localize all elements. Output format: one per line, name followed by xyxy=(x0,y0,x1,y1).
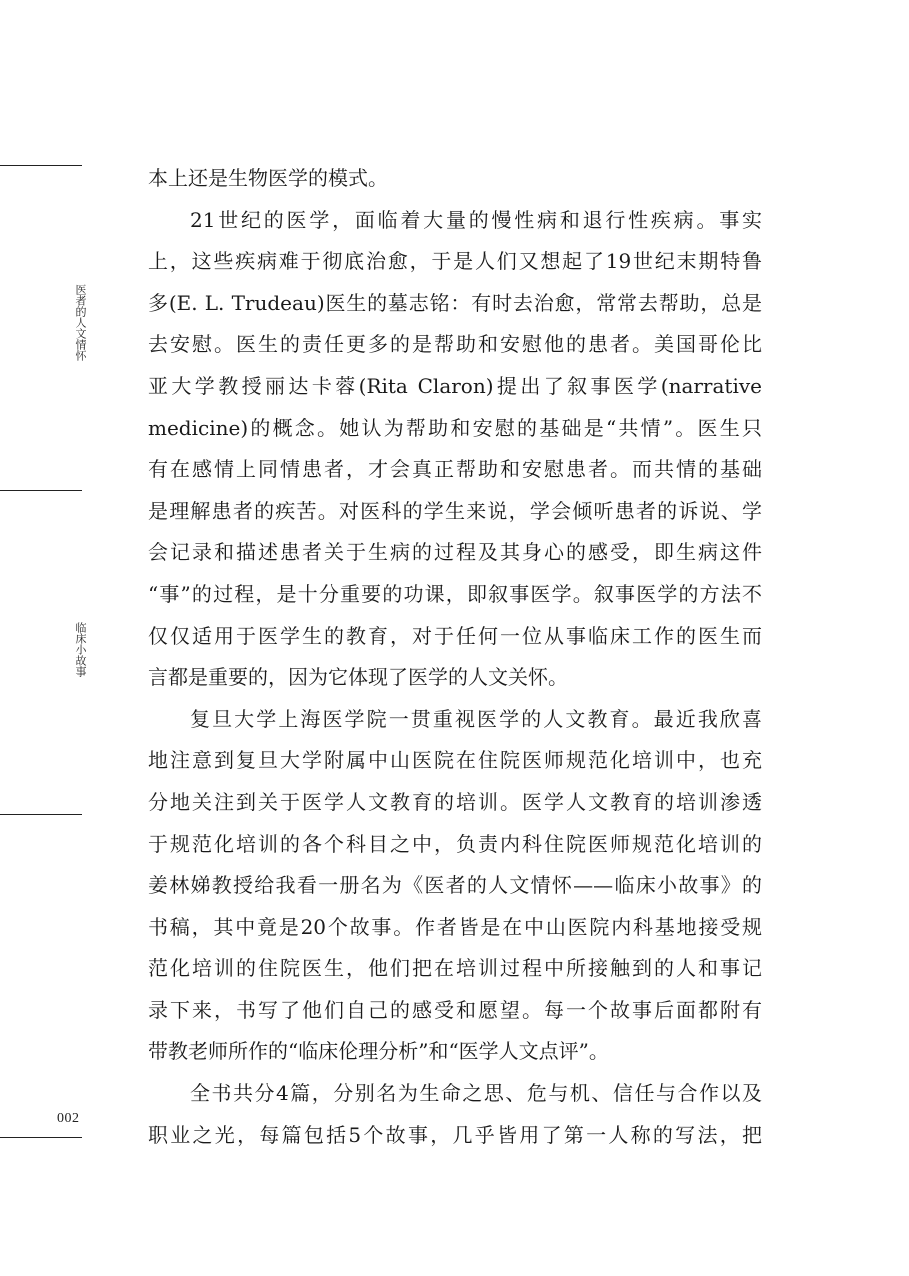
margin-rule-2 xyxy=(0,490,82,491)
text-line: “事”的过程，是十分重要的功课，即叙事医学。叙事医学的方法不 xyxy=(148,581,762,606)
text-line: 于规范化培训的各个科目之中，负责内科住院医师规范化培训的 xyxy=(148,831,762,856)
margin-rule-1 xyxy=(0,165,82,166)
text-line: 职业之光，每篇包括5个故事，几乎皆用了第一人称的写法，把 xyxy=(148,1122,762,1147)
text-line: 复旦大学上海医学院一贯重视医学的人文教育。最近我欣喜 xyxy=(190,706,762,731)
text-line: 亚大学教授丽达卡蓉(Rita Claron)提出了叙事医学(narrative xyxy=(148,373,762,398)
text-line: 上，这些疾病难于彻底治愈，于是人们又想起了19世纪末期特鲁 xyxy=(148,249,762,274)
text-line: 姜林娣教授给我看一册名为《医者的人文情怀——临床小故事》的 xyxy=(148,873,762,898)
page-number: 002 xyxy=(57,1111,80,1126)
text-line: 录下来，书写了他们自己的感受和愿望。每一个故事后面都附有 xyxy=(148,997,762,1022)
text-line: 21世纪的医学，面临着大量的慢性病和退行性疾病。事实 xyxy=(190,207,762,232)
running-head-title: 医者的人文情怀 xyxy=(74,284,87,361)
body-text xyxy=(148,158,762,1156)
text-line: 有在感情上同情患者，才会真正帮助和安慰患者。而共情的基础 xyxy=(148,457,762,482)
text-line: 范化培训的住院医生，他们把在培训过程中所接触到的人和事记 xyxy=(148,956,762,981)
text-line: 去安慰。医生的责任更多的是帮助和安慰他的患者。美国哥伦比 xyxy=(148,332,762,357)
text-line: 地注意到复旦大学附属中山医院在住院医师规范化培训中，也充 xyxy=(148,748,762,773)
text-line: 是理解患者的疾苦。对医科的学生来说，学会倾听患者的诉说、学 xyxy=(148,498,762,523)
text-line: 仅仅适用于医学生的教育，对于任何一位从事临床工作的医生而 xyxy=(148,623,762,648)
running-head-subtitle: 临床小故事 xyxy=(74,622,87,677)
text-line: 书稿，其中竟是20个故事。作者皆是在中山医院内科基地接受规 xyxy=(148,914,762,939)
text-line: medicine)的概念。她认为帮助和安慰的基础是“共情”。医生只 xyxy=(148,415,762,440)
margin-rule-4 xyxy=(0,1137,82,1138)
text-line: 分地关注到关于医学人文教育的培训。医学人文教育的培训渗透 xyxy=(148,789,762,814)
text-line: 多(E. L. Trudeau)医生的墓志铭：有时去治愈，常常去帮助，总是 xyxy=(148,290,762,315)
text-line: 本上还是生物医学的模式。 xyxy=(148,166,388,190)
text-line: 全书共分4篇，分别名为生命之思、危与机、信任与合作以及 xyxy=(190,1081,762,1106)
text-line: 言都是重要的，因为它体现了医学的人文关怀。 xyxy=(148,665,568,690)
margin-rule-3 xyxy=(0,814,82,815)
text-line: 会记录和描述患者关于生病的过程及其身心的感受，即生病这件 xyxy=(148,540,762,565)
text-line: 带教老师所作的“临床伦理分析”和“医学人文点评”。 xyxy=(148,1039,609,1064)
